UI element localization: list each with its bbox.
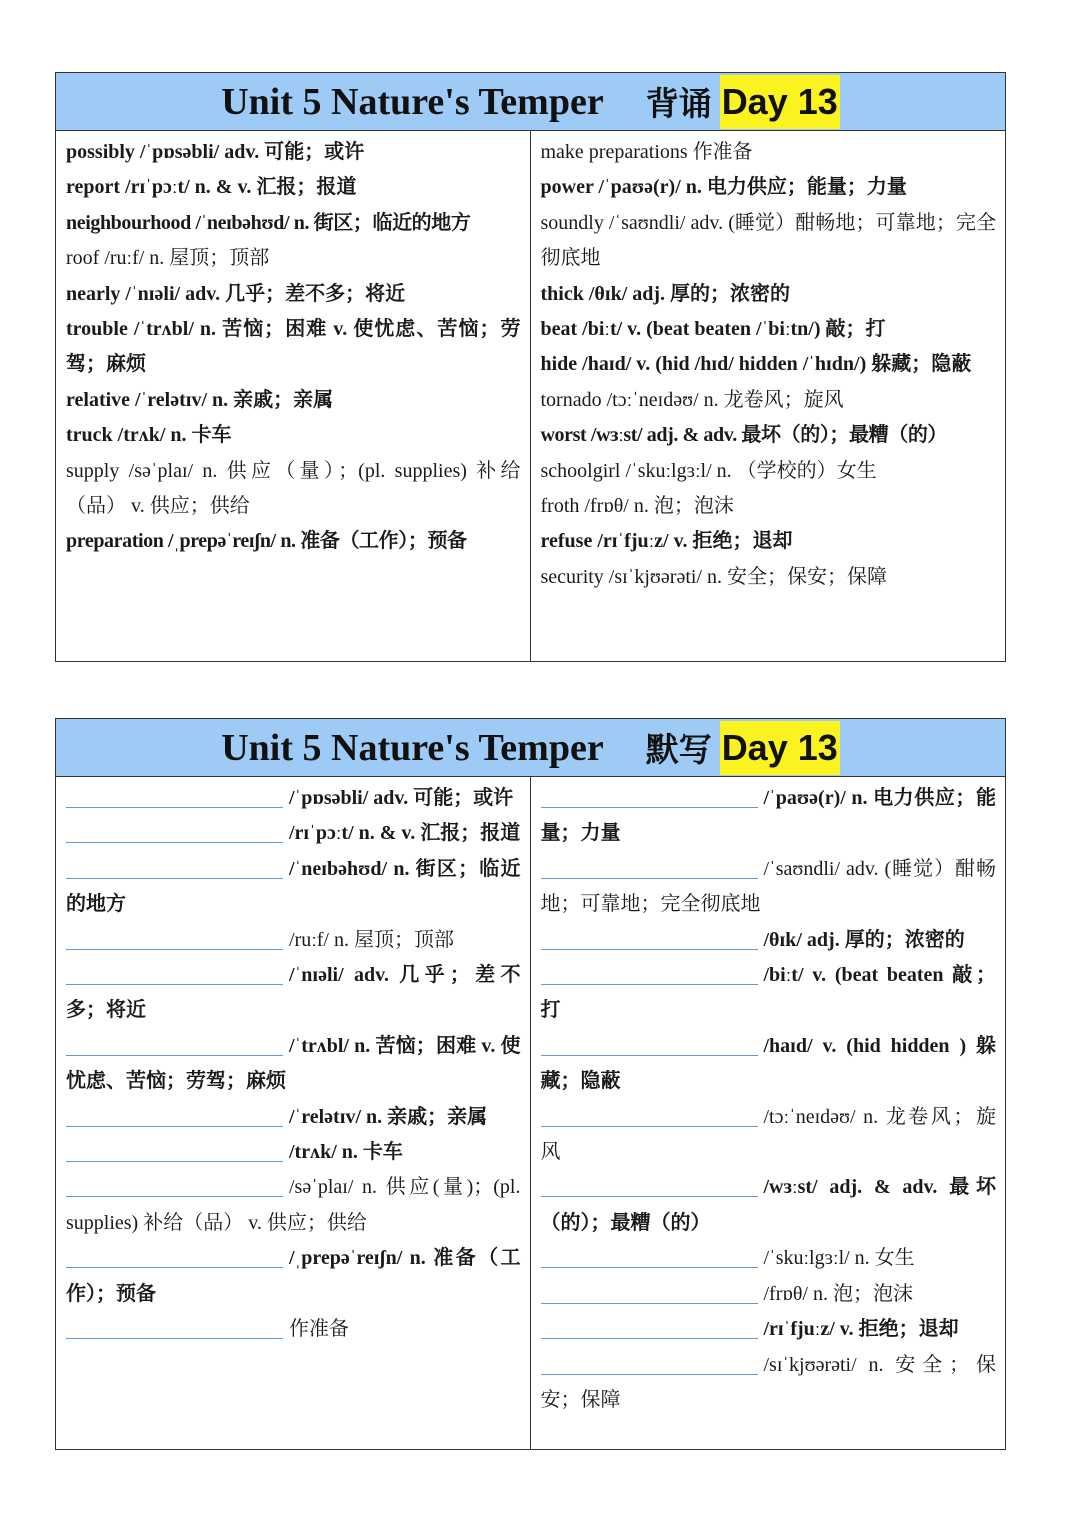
entry-hint: /sɪˈkjʊərəti/ n. 安全；保安；保障 [540, 1353, 996, 1411]
dictation-entry [66, 781, 521, 816]
dictation-entry [541, 1277, 997, 1312]
dictation-entry [541, 1100, 997, 1171]
dictation-entry [66, 1029, 521, 1100]
answer-blank[interactable] [66, 783, 283, 808]
vocab-entry: truck /trʌk/ n. 卡车 [66, 424, 232, 447]
day-label: Day 13 [720, 721, 840, 775]
dictation-entry [66, 816, 521, 851]
answer-blank[interactable] [541, 1314, 758, 1339]
answer-blank[interactable] [66, 1314, 283, 1339]
answer-blank[interactable] [541, 1102, 758, 1127]
dictation-entry [541, 1241, 997, 1276]
answer-blank[interactable] [541, 783, 758, 808]
answer-blank[interactable] [541, 1031, 758, 1056]
entry-hint: /ˈpaʊə(r)/ n. 电力供应；能量；力量 [540, 787, 996, 845]
dictation-entry [541, 1312, 997, 1347]
dictation-entry [541, 958, 997, 1029]
dictation-entry [541, 923, 997, 958]
vocab-entry: refuse /rɪˈfjuːz/ v. 拒绝；退却 [540, 530, 793, 553]
vocab-entry: supply /səˈplaɪ/ n. 供应（量）；(pl. supplies) 补给（品） v. 供应；供给 [66, 459, 521, 518]
vocab-entry: possibly /ˈpɒsəbli/ adv. 可能；或许 [66, 141, 365, 163]
day-label: Day 13 [720, 75, 840, 129]
dictation-right-column [531, 777, 1006, 1449]
entry-hint: /ˈnɪəli/ adv. 几乎；差不多；将近 [66, 964, 521, 1022]
answer-blank[interactable] [541, 1243, 758, 1268]
vocab-entry: worst /wɜːst/ adj. & adv. 最坏（的）；最糟（的） [540, 424, 948, 447]
answer-blank[interactable] [541, 1350, 758, 1375]
dictation-entry [66, 1312, 521, 1347]
vocab-entry: beat /biːt/ v. (beat beaten /ˈbiːtn/) 敲；打 [540, 318, 886, 341]
entry-hint: /wɜːst/ adj. & adv. 最坏（的）；最糟（的） [540, 1176, 996, 1234]
vocab-entry: roof /ruːf/ n. 屋顶；顶部 [66, 247, 270, 270]
dictation-entry [541, 781, 997, 852]
answer-blank[interactable] [66, 1031, 283, 1056]
entry-hint: /ˈsaʊndli/ adv. (睡觉）酣畅地；可靠地；完全彻底地 [540, 857, 996, 916]
answer-blank[interactable] [66, 960, 283, 985]
vocab-entry: froth /frɒθ/ n. 泡；泡沫 [540, 495, 734, 518]
dictation-entry [541, 1029, 997, 1100]
dictation-entry [66, 1241, 521, 1312]
vocab-entry: report /rɪˈpɔːt/ n. & v. 汇报；报道 [66, 176, 357, 199]
entry-hint: /rɪˈfjuːz/ v. 拒绝；退却 [763, 1318, 959, 1341]
dictation-entry [66, 1170, 521, 1241]
dictation-entry [66, 852, 521, 923]
vocab-entry: make preparations 作准备 [540, 141, 753, 163]
entry-hint: /ˈtrʌbl/ n. 苦恼；困难 v. 使忧虑、苦恼；劳驾；麻烦 [66, 1034, 521, 1093]
unit-title: Unit 5 Nature's Temper [221, 80, 604, 123]
entry-hint: /səˈplaɪ/ n. 供应(量)；(pl. supplies) 补给（品） v. 供应；供给 [66, 1176, 521, 1234]
answer-blank[interactable] [541, 854, 758, 879]
entry-hint: /ˈneɪbəhʊd/ n. 街区；临近的地方 [66, 857, 521, 916]
dictation-entry [541, 1170, 997, 1241]
answer-blank[interactable] [66, 925, 283, 950]
mode-label: 默写 [645, 730, 712, 769]
answer-blank[interactable] [66, 1102, 283, 1127]
vocab-entry: hide /haɪd/ v. (hid /hɪd/ hidden /ˈhɪdn/) 躲藏；隐蔽 [540, 353, 972, 376]
entry-hint: /ruːf/ n. 屋顶；顶部 [289, 928, 454, 951]
dictation-entry [66, 923, 521, 958]
entry-hint: /ˈpɒsəbli/ adv. 可能；或许 [289, 787, 514, 809]
vocab-entry: nearly /ˈnɪəli/ adv. 几乎；差不多；将近 [66, 282, 406, 305]
dictation-entry [541, 1348, 997, 1419]
vocab-entry: thick /θɪk/ adj. 厚的；浓密的 [540, 282, 791, 305]
answer-blank[interactable] [66, 818, 283, 843]
dictation-entry [541, 852, 997, 923]
vocab-entry: power /ˈpaʊə(r)/ n. 电力供应；能量；力量 [540, 176, 907, 199]
entry-hint: /θɪk/ adj. 厚的；浓密的 [763, 928, 965, 951]
entry-hint: /tɔːˈneɪdəʊ/ n. 龙卷风；旋风 [540, 1105, 996, 1164]
recite-left-column [56, 131, 531, 661]
dictation-entry [66, 958, 521, 1029]
entry-hint: /biːt/ v. (beat beaten 敲；打 [540, 964, 996, 1022]
dictation-left-column [56, 777, 531, 1449]
answer-blank[interactable] [541, 925, 758, 950]
answer-blank[interactable] [66, 1137, 283, 1162]
answer-blank[interactable] [541, 960, 758, 985]
entry-hint: /ˈskuːlgɜːl/ n. 女生 [763, 1247, 915, 1270]
vocab-entry: trouble /ˈtrʌbl/ n. 苦恼；困难 v. 使忧虑、苦恼；劳驾；麻烦 [66, 318, 521, 376]
dictation-table-header [56, 719, 1005, 777]
dictation-entry [66, 1100, 521, 1135]
vocab-entry: soundly /ˈsaʊndli/ adv. (睡觉）酣畅地；可靠地；完全彻底地 [540, 211, 996, 270]
vocab-entry: tornado /tɔːˈneɪdəʊ/ n. 龙卷风；旋风 [540, 388, 844, 411]
answer-blank[interactable] [541, 1172, 758, 1197]
recite-table-header [56, 73, 1005, 131]
entry-hint: 作准备 [289, 1318, 349, 1341]
recite-right-column [531, 131, 1006, 661]
entry-hint: /trʌk/ n. 卡车 [289, 1141, 403, 1164]
answer-blank[interactable] [66, 1172, 283, 1197]
answer-blank[interactable] [66, 854, 283, 879]
answer-blank[interactable] [66, 1243, 283, 1268]
entry-hint: /ˌprepəˈreɪʃn/ n. 准备（工作）；预备 [66, 1247, 521, 1305]
vocab-entry: preparation /ˌprepəˈreɪʃn/ n. 准备（工作）；预备 [66, 530, 467, 553]
vocab-entry: neighbourhood /ˈneɪbəhʊd/ n. 街区；临近的地方 [66, 211, 471, 234]
recite-table [55, 72, 1006, 662]
dictation-table [55, 718, 1006, 1450]
dictation-entry [66, 1135, 521, 1170]
vocab-entry: schoolgirl /ˈskuːlgɜːl/ n. （学校的）女生 [540, 459, 877, 482]
answer-blank[interactable] [541, 1279, 758, 1304]
entry-hint: /haɪd/ v. (hid hidden ) 躲藏；隐蔽 [540, 1034, 996, 1093]
unit-title: Unit 5 Nature's Temper [221, 726, 604, 769]
vocab-entry: relative /ˈrelətɪv/ n. 亲戚；亲属 [66, 388, 334, 411]
entry-hint: /frɒθ/ n. 泡；泡沫 [763, 1282, 913, 1305]
mode-label: 背诵 [645, 84, 712, 123]
entry-hint: /ˈrelətɪv/ n. 亲戚；亲属 [289, 1105, 488, 1128]
vocab-entry: security /sɪˈkjʊərəti/ n. 安全；保安；保障 [540, 565, 887, 588]
entry-hint: /rɪˈpɔːt/ n. & v. 汇报；报道 [289, 822, 521, 845]
